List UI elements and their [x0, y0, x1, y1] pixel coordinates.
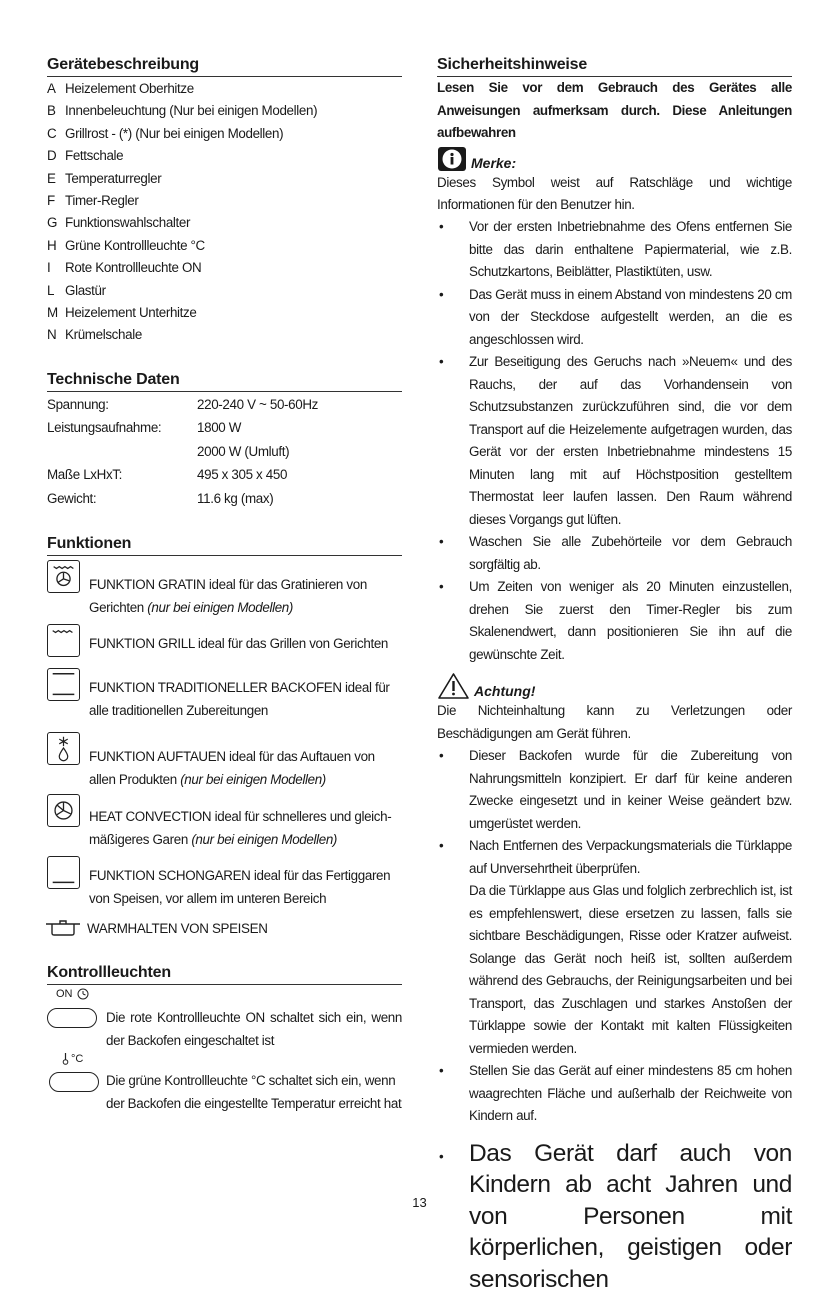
- description-item-letter: C: [47, 125, 57, 141]
- device-description-list: [47, 78, 402, 347]
- technical-data-heading: Technische Daten: [47, 371, 402, 392]
- note-bullet: [437, 284, 792, 352]
- warning-icon: [437, 672, 470, 700]
- warning-label-text: Achtung!: [474, 683, 536, 700]
- thermometer-icon: [62, 1052, 69, 1065]
- description-item: [47, 324, 402, 346]
- tech-row-value: 11.6 kg (max): [197, 490, 274, 506]
- keep-warm-text: WARMHALTEN VON SPEISEN: [87, 921, 268, 937]
- red-light-indicator: [47, 1008, 97, 1028]
- description-item-label: Rote Kontrollleuchte ON: [65, 260, 202, 276]
- function-grill: [47, 624, 402, 666]
- tech-row: [47, 463, 402, 487]
- safety-intro: Lesen Sie vor dem Gebrauch des Gerätes alle Anweisungen aufmerksam durch. Diese Anleitungen aufbewahren: [437, 80, 792, 140]
- function-gratin: [47, 560, 402, 618]
- on-label-text: ON: [56, 988, 73, 1001]
- bullet-dot: •: [439, 534, 444, 550]
- description-item: [47, 257, 402, 279]
- description-item-label: Krümelschale: [65, 327, 142, 343]
- description-item-label: Innenbeleuchtung (Nur bei einigen Modellen): [65, 103, 318, 119]
- function-defrost: [47, 732, 402, 792]
- technical-data-table: [47, 393, 402, 511]
- page-number: 13: [412, 1195, 427, 1210]
- info-icon: [437, 146, 467, 172]
- indicator-lights-section: [47, 985, 402, 1145]
- indicator-lights-heading: Kontrollleuchten: [47, 964, 402, 985]
- red-light-text: Die rote Kontrollleuchte ON schaltet sich ein, wenn der Backofen eingeschaltet ist: [106, 1010, 402, 1048]
- description-item-letter: I: [47, 260, 51, 276]
- function-traditional: [47, 668, 402, 724]
- gentle-cooking-icon: [47, 856, 80, 889]
- warning-bullet: • Nach Entfernen des Verpackungsmaterials die Türklappe auf Unversehrtheit überprüfen. Da die Türklappe aus Glas und folglich zerbrechlich ist, ist es empfehlenswert, diese ersetzen zu lassen, falls sie sichtbare Beschädigungen, Risse oder Kratzer aufweist. Solange das Gerät noch heiß ist, sollten außerdem während des Gebrauchs, der Reinigungsarbeiten und bei Transport, das Zuschlagen und starkes Anstoßen der Türklappe sowie der Kontakt mit kalten Flüssigkeiten vermieden werden.: [437, 835, 792, 1060]
- tech-row-value: 2000 W (Umluft): [197, 443, 290, 459]
- note-bullet-text: Um Zeiten von weniger als 20 Minuten einzustellen, drehen Sie zuerst den Timer-Regler bis zum Skalenendwert, dann positionieren Sie ihn auf die gewünschte Zeit.: [469, 579, 792, 662]
- bullet-dot: •: [439, 579, 444, 595]
- warning-bullet: • Stellen Sie das Gerät auf einer mindestens 85 cm hohen waagrechten Fläche und außerhalb der Reichweite von Kindern auf.: [437, 1060, 792, 1128]
- description-item: [47, 100, 402, 122]
- description-item-label: Grillrost - (*) (Nur bei einigen Modellen): [65, 125, 284, 141]
- description-item-letter: B: [47, 103, 56, 119]
- defrost-icon: [47, 732, 80, 765]
- function-keep-warm: [47, 918, 402, 940]
- note-bullet-text: Das Gerät muss in einem Abstand von mindestens 20 cm von der Steckdose aufgestellt werden, an die es angeschlossen wird.: [469, 286, 792, 347]
- note-bullet: [437, 216, 792, 284]
- tech-row-label: Leistungsaufnahme:: [47, 420, 162, 436]
- description-item: [47, 235, 402, 257]
- warning-bullet-text: Nach Entfernen des Verpackungsmaterials die Türklappe auf Unversehrtheit überprüfen.: [469, 838, 792, 876]
- warning-label: [437, 672, 792, 700]
- tech-row-value: 495 x 305 x 450: [197, 467, 288, 483]
- warning-bullet-text: Dieser Backofen wurde für die Zubereitung von Nahrungsmitteln konzipiert. Er darf für keine anderen Zwecke eingesetzt und in keiner Weise geändert bzw. umgerüstet werden.: [469, 748, 792, 831]
- description-item-letter: A: [47, 81, 56, 96]
- grill-text: FUNKTION GRILL ideal für das Grillen von Gerichten: [89, 636, 389, 652]
- functions-list: [47, 560, 402, 940]
- warning-text: Die Nichteinhaltung kann zu Verletzungen oder Beschädigungen am Gerät führen.: [437, 703, 792, 741]
- traditional-text: FUNKTION TRADITIONELLER BACKOFEN ideal für alle traditionellen Zubereitungen: [89, 680, 390, 718]
- defrost-note: (nur bei einigen Modellen): [180, 771, 326, 787]
- gratin-icon: [47, 560, 80, 593]
- pot-icon: [45, 920, 81, 936]
- description-item-letter: G: [47, 215, 58, 231]
- note-bullet-text: Vor der ersten Inbetriebnahme des Ofens entfernen Sie bitte das darin enthaltene Papiermaterial, wie z.B. Schutzkartons, Beiblätter, Plastiktüten, usw.: [469, 219, 792, 280]
- description-item-label: Timer-Regler: [65, 193, 139, 209]
- description-item-letter: E: [47, 170, 56, 186]
- gentle-text: FUNKTION SCHONGAREN ideal für das Fertiggaren von Speisen, vor allem im unteren Bereich: [89, 868, 391, 906]
- description-item: [47, 168, 402, 190]
- device-description-heading: Gerätebeschreibung: [47, 56, 402, 77]
- tech-row-label: Gewicht:: [47, 490, 97, 506]
- note-bullet-text: Waschen Sie alle Zubehörteile vor dem Gebrauch sorgfältig ab.: [469, 534, 792, 572]
- description-item-label: Funktionswahlschalter: [65, 215, 191, 231]
- note-bullet: [437, 351, 792, 531]
- tech-row-value: 1800 W: [197, 420, 242, 436]
- description-item-letter: N: [47, 327, 57, 343]
- description-item: [47, 302, 402, 324]
- temp-label: [62, 1052, 83, 1065]
- function-heat-convection: [47, 794, 402, 852]
- description-item-letter: F: [47, 193, 55, 209]
- green-light-indicator: [49, 1072, 99, 1092]
- description-item-label: Fettschale: [65, 148, 124, 164]
- note-label: [437, 146, 792, 172]
- description-item: [47, 123, 402, 145]
- warning-bullet-large-text: Das Gerät darf auch von Kindern ab acht Jahren und von Personen mit körperlichen, geistigen oder sensorischen: [469, 1139, 792, 1293]
- tech-row: [47, 416, 402, 440]
- description-item: [47, 78, 402, 100]
- tech-row-label: [47, 440, 197, 464]
- note-label-text: Merke:: [471, 154, 517, 171]
- left-column: [47, 56, 402, 1145]
- description-item-letter: H: [47, 237, 57, 253]
- warning-bullet-large: • Das Gerät darf auch von Kindern ab acht Jahren und von Personen mit körperlichen, geistigen oder sensorischen: [437, 1138, 792, 1295]
- grill-icon: [47, 624, 80, 657]
- convection-note: (nur bei einigen Modellen): [191, 831, 338, 847]
- description-item-label: Glastür: [65, 282, 106, 298]
- gratin-text: FUNKTION GRATIN ideal für das Gratinieren von Gerichten: [89, 577, 367, 615]
- bullet-dot: •: [439, 286, 444, 302]
- heat-convection-icon: [47, 794, 80, 827]
- bullet-dot: •: [439, 219, 444, 235]
- tech-row: [47, 393, 402, 417]
- description-item: [47, 212, 402, 234]
- green-light-text: Die grüne Kontrollleuchte °C schaltet sich ein, wenn der Backofen die eingestellte Temperatur erreicht hat: [106, 1073, 402, 1111]
- description-item-label: Heizelement Oberhitze: [65, 81, 194, 96]
- clock-icon: [77, 988, 89, 1000]
- description-item-letter: M: [47, 305, 58, 321]
- function-gentle-cooking: [47, 856, 402, 914]
- description-item-letter: L: [47, 282, 55, 298]
- tech-row: [47, 487, 402, 511]
- right-column: [437, 56, 792, 1295]
- description-item-letter: D: [47, 148, 57, 164]
- warning-bullet: • Dieser Backofen wurde für die Zubereitung von Nahrungsmitteln konzipiert. Er darf für keine anderen Zwecke eingesetzt und in keiner Weise geändert bzw. umgerüstet werden.: [437, 745, 792, 835]
- description-item-label: Heizelement Unterhitze: [65, 305, 197, 321]
- gratin-note: (nur bei einigen Modellen): [147, 599, 294, 615]
- note-bullet-list: [437, 216, 792, 666]
- note-text: Dieses Symbol weist auf Ratschläge und wichtige Informationen für den Benutzer hin.: [437, 174, 792, 212]
- description-item-label: Temperaturregler: [65, 170, 162, 186]
- note-bullet-text: Zur Beseitigung des Geruchs nach »Neuem« und des Rauchs, der auf das Vorhandensein von Schutzsubstanzen zurückzuführen sind, die vor dem Transport auf die Heizelemente aufgetragen wurden, das Gerät vor der ersten Inbetriebnahme mindestens 15 Minuten lang mit auf Höchstposition gestelltem Thermostat leer laufen lassen. Den Raum während dieses Vorgangs gut lüften.: [469, 354, 792, 527]
- functions-heading: Funktionen: [47, 535, 402, 556]
- tech-row: [47, 440, 402, 464]
- traditional-oven-icon: [47, 668, 80, 701]
- description-item-label: Grüne Kontrollleuchte °C: [65, 237, 205, 253]
- warning-bullet-text: Da die Türklappe aus Glas und folglich zerbrechlich ist, ist es empfehlenswert, diese ersetzen zu lassen, falls sie sichtbare Beschädigungen, Risse oder Kratzer aufweist. Solange das Gerät noch heiß ist, sollten außerdem während des Gebrauchs, der Reinigungsarbeiten und bei Transport, das Zuschlagen und starkes Anstoßen der Türklappe sowie der Kontakt mit kalten Flüssigkeiten vermieden werden.: [469, 883, 792, 1056]
- description-item: [47, 145, 402, 167]
- tech-row-label: Maße LxHxT:: [47, 467, 123, 483]
- description-item: [47, 280, 402, 302]
- on-label: [56, 988, 89, 1000]
- defrost-text: FUNKTION AUFTAUEN ideal für das Auftauen von allen Produkten: [89, 749, 375, 787]
- bullet-dot: •: [439, 354, 444, 370]
- description-item: [47, 190, 402, 212]
- safety-heading: Sicherheitshinweise: [437, 56, 792, 77]
- tech-row-value: 220-240 V ~ 50-60Hz: [197, 396, 319, 412]
- note-bullet: [437, 531, 792, 576]
- warning-bullet-text: Stellen Sie das Gerät auf einer mindestens 85 cm hohen waagrechten Fläche und außerhalb der Reichweite von Kindern auf.: [469, 1063, 792, 1124]
- note-bullet: [437, 576, 792, 666]
- tech-row-label: Spannung:: [47, 396, 109, 412]
- temp-label-text: °C: [71, 1052, 84, 1065]
- convection-text: HEAT CONVECTION ideal für schnelleres und gleich-mäßigeres Garen: [89, 809, 392, 847]
